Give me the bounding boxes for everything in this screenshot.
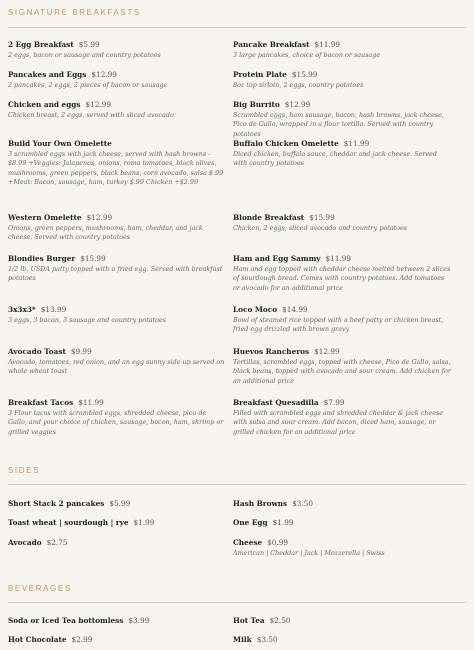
menu-item-header: [233, 499, 451, 509]
section-sides: [8, 466, 466, 475]
menu-item-description: Avocado, tomatoes, red onion, and an egg sunny side up served on whole wheat toast: [8, 358, 225, 376]
menu-item-header: [8, 635, 226, 645]
menu-item-price: $12.99: [91, 70, 117, 79]
menu-item-header: [233, 70, 451, 80]
menu-item-name: Milk: [233, 635, 252, 644]
menu-item-price: $13.99: [40, 305, 67, 314]
menu-item-name: 3x3x3*: [8, 305, 36, 314]
menu-item: [8, 254, 226, 284]
menu-item: [233, 100, 451, 139]
menu-item-header: [8, 254, 226, 264]
menu-item-name: Short Stack 2 pancakes: [8, 499, 105, 508]
menu-item-name: Cheese: [233, 538, 263, 547]
menu-item-price: $1.99: [272, 518, 294, 527]
menu-item: [233, 254, 451, 293]
menu-item-price: $12.99: [284, 100, 311, 109]
menu-item-name: Huevos Rancheros: [233, 347, 310, 356]
menu-item: [233, 499, 451, 509]
menu-item-header: [233, 254, 451, 264]
menu-item: [233, 40, 451, 60]
menu-item-header: [8, 139, 226, 149]
menu-item-header: [233, 616, 451, 626]
menu-item: [8, 398, 226, 437]
menu-item-header: [233, 100, 451, 110]
menu-item: [8, 499, 226, 509]
menu-item: [8, 100, 226, 120]
menu-item-price: $0.99: [267, 538, 289, 547]
menu-item-name: Protein Plate: [233, 70, 287, 79]
menu-item-header: [8, 518, 226, 528]
menu-item-price: $3.50: [292, 499, 314, 508]
menu-item-name: Avocado: [8, 538, 42, 547]
section-title: SIGNATURE BREAKFASTS: [8, 8, 141, 17]
menu-item-header: [233, 635, 451, 645]
menu-item-name: Western Omelette: [8, 213, 82, 222]
menu-item-price: $11.99: [343, 139, 370, 148]
menu-item-description: Bowl of steamed rice topped with a beef patty or chicken breast, fried egg drizzled with brown gravy: [233, 316, 444, 334]
menu-item-description: 3 Flour tacos with scrambled eggs, shredded cheese, pico de Gallo, and your choice of chicken, sausage, bacon, ham, shrimp or grilled veggies: [8, 409, 224, 436]
menu-item-header: [233, 139, 451, 149]
menu-item-name: Soda or Iced Tea bottomless: [8, 616, 124, 625]
menu-item-description: 2 eggs, bacon or sausage and country potatoes: [8, 51, 161, 59]
menu-item-name: Pancake Breakfast: [233, 40, 310, 49]
menu-item-name: Hot Tea: [233, 616, 265, 625]
menu-item-name: Build Your Own Omelette: [8, 139, 112, 148]
menu-item-name: Ham and Egg Sammy: [233, 254, 321, 263]
menu-item: [233, 305, 451, 335]
menu-item: [233, 538, 451, 558]
section-beverages: [8, 584, 466, 593]
menu-item-price: $11.99: [78, 398, 104, 407]
menu-item-price: $3.99: [128, 616, 150, 625]
menu-item-price: $15.99: [80, 254, 106, 263]
menu-item-name: Avocado Toast: [8, 347, 66, 356]
menu-item-description: Diced chicken, buffalo sauce, cheddar and jack cheese. Served with country potatoes: [233, 150, 437, 168]
menu-item: [8, 347, 226, 377]
menu-item: [8, 139, 226, 188]
menu-item-header: [8, 40, 226, 50]
menu-item-price: $3.50: [256, 635, 278, 644]
menu-item-price: $7.99: [323, 398, 345, 407]
menu-item-price: $11.99: [325, 254, 352, 263]
menu-item-price: $12.99: [86, 213, 113, 222]
menu-item: [233, 398, 451, 437]
divider: [8, 484, 466, 485]
section-title: SIDES: [8, 466, 41, 475]
divider: [8, 602, 466, 603]
menu-item-name: Toast wheat | sourdough | rye: [8, 518, 129, 527]
menu-item-description: 3 scrambled eggs with jack cheese, served with hash browns - $8.99 +Veggies: Jalapenos, onions, roma tomatoes, black olives, mushrooms, green peppers, black beans, corn avocado, salsa $.99 +Meat: Bacon, sausage, ham, turkey $.99 Chicken +$2.99: [8, 150, 224, 187]
menu-item-header: [233, 538, 451, 548]
menu-item-price: $2.50: [269, 616, 291, 625]
menu-item-description: 1/2 lb. USDA patty topped with a fried egg. Served with breakfast potatoes: [8, 265, 223, 283]
menu-item-price: $12.99: [85, 100, 112, 109]
menu-item: [233, 635, 451, 645]
menu-item-description: Filled with scrambled eggs and shredded cheddar & jack cheese with salsa and sour cream. Add bacon, diced ham, sausage, or grilled chicken for an additional price: [233, 409, 444, 436]
menu-item-header: [8, 347, 226, 357]
menu-item: [8, 213, 226, 243]
menu-item-price: $15.99: [309, 213, 335, 222]
menu-item-header: [8, 398, 226, 408]
menu-item: [8, 70, 226, 90]
menu-item-description: Chicken, 2 eggs, sliced avocado and country potatoes: [233, 224, 408, 232]
menu-item: [8, 635, 226, 645]
menu-item-price: $14.99: [282, 305, 308, 314]
menu-item-header: [8, 616, 226, 626]
menu-item-name: One Egg: [233, 518, 268, 527]
menu-item: [233, 616, 451, 626]
menu-item-header: [233, 213, 451, 223]
menu-item-header: [8, 499, 226, 509]
menu-item-description: American | Cheddar | Jack | Mozzerella | Swiss: [233, 549, 385, 557]
menu-item-header: [233, 305, 451, 315]
menu-item-description: Onions, green peppers, mushrooms, ham, cheddar, and jack cheese. Served with country potatoes: [8, 224, 203, 242]
menu-item: [233, 213, 451, 233]
menu-item: [8, 616, 226, 626]
section-signature-breakfasts: [8, 8, 466, 17]
menu-item-name: Blonde Breakfast: [233, 213, 305, 222]
menu-item-header: [8, 100, 226, 110]
menu-item-description: Scrambled eggs, ham sausage, bacon, hash browns, jack cheese, Pico de Gallo, wrapped in a flour tortilla. Served with country potatoes: [233, 111, 444, 138]
menu-item-header: [233, 398, 451, 408]
menu-item-description: Chicken breast, 2 eggs, served with sliced avocado: [8, 111, 174, 119]
menu-item-header: [8, 213, 226, 223]
menu-item-description: 3 eggs, 3 bacon, 3 sausage and country potatoes: [8, 316, 167, 324]
menu-item-name: 2 Egg Breakfast: [8, 40, 74, 49]
menu-item-header: [8, 305, 226, 315]
menu-item-name: Breakfast Quesadilla: [233, 398, 319, 407]
menu-item-description: 8oz top sirloin, 2 eggs, country potatoes: [233, 81, 364, 89]
menu-item-name: Hot Chocolate: [8, 635, 67, 644]
menu-item-name: Buffalo Chicken Omelette: [233, 139, 339, 148]
menu-item-name: Chicken and eggs: [8, 100, 81, 109]
menu-item-header: [8, 70, 226, 80]
menu-item: [8, 305, 226, 325]
menu-item-price: $11.99: [314, 40, 341, 49]
menu-item-price: $5.99: [78, 40, 100, 49]
menu-item-header: [233, 347, 451, 357]
menu-item-price: $2.99: [71, 635, 93, 644]
menu-item-price: $5.99: [109, 499, 131, 508]
menu-item-name: Blondies Burger: [8, 254, 76, 263]
menu-item-description: 2 pancakes, 2 eggs, 2 pieces of bacon or sausage: [8, 81, 168, 89]
menu-item-header: [233, 40, 451, 50]
menu-item-price: $9.99: [70, 347, 92, 356]
section-title: BEVERAGES: [8, 584, 72, 593]
divider: [8, 27, 466, 28]
menu-item-description: Tortillas, scrambled eggs, topped with cheese, Pico de Gallo, salsa, black beans, topped with avocado and sour cream. Add chicken for an additional price: [233, 358, 451, 385]
menu-item-price: $1.99: [133, 518, 155, 527]
menu-item: [233, 347, 451, 386]
menu-item-name: Big Burrito: [233, 100, 280, 109]
menu-item-name: Pancakes and Eggs: [8, 70, 87, 79]
menu-item: [233, 139, 451, 169]
menu-item-name: Loco Moco: [233, 305, 278, 314]
menu-item: [8, 40, 226, 60]
menu-item-name: Breakfast Tacos: [8, 398, 74, 407]
menu-item: [233, 70, 451, 90]
menu-item-price: $12.99: [314, 347, 340, 356]
menu-item: [8, 538, 226, 548]
menu-item-header: [233, 518, 451, 528]
menu-item-name: Hash Browns: [233, 499, 288, 508]
menu-item: [233, 518, 451, 528]
menu-item-description: Ham and egg topped with cheddar cheese melted between 2 slices of sourdough bread. Comes with country potatoes. Add tomatoes or avocado for an additional price: [233, 265, 451, 292]
menu-item: [8, 518, 226, 528]
menu-item-header: [8, 538, 226, 548]
menu-item-price: $15.99: [291, 70, 318, 79]
menu-item-price: $2.75: [46, 538, 68, 547]
menu-item-description: 3 large pancakes, choice of bacon or sausage: [233, 51, 381, 59]
